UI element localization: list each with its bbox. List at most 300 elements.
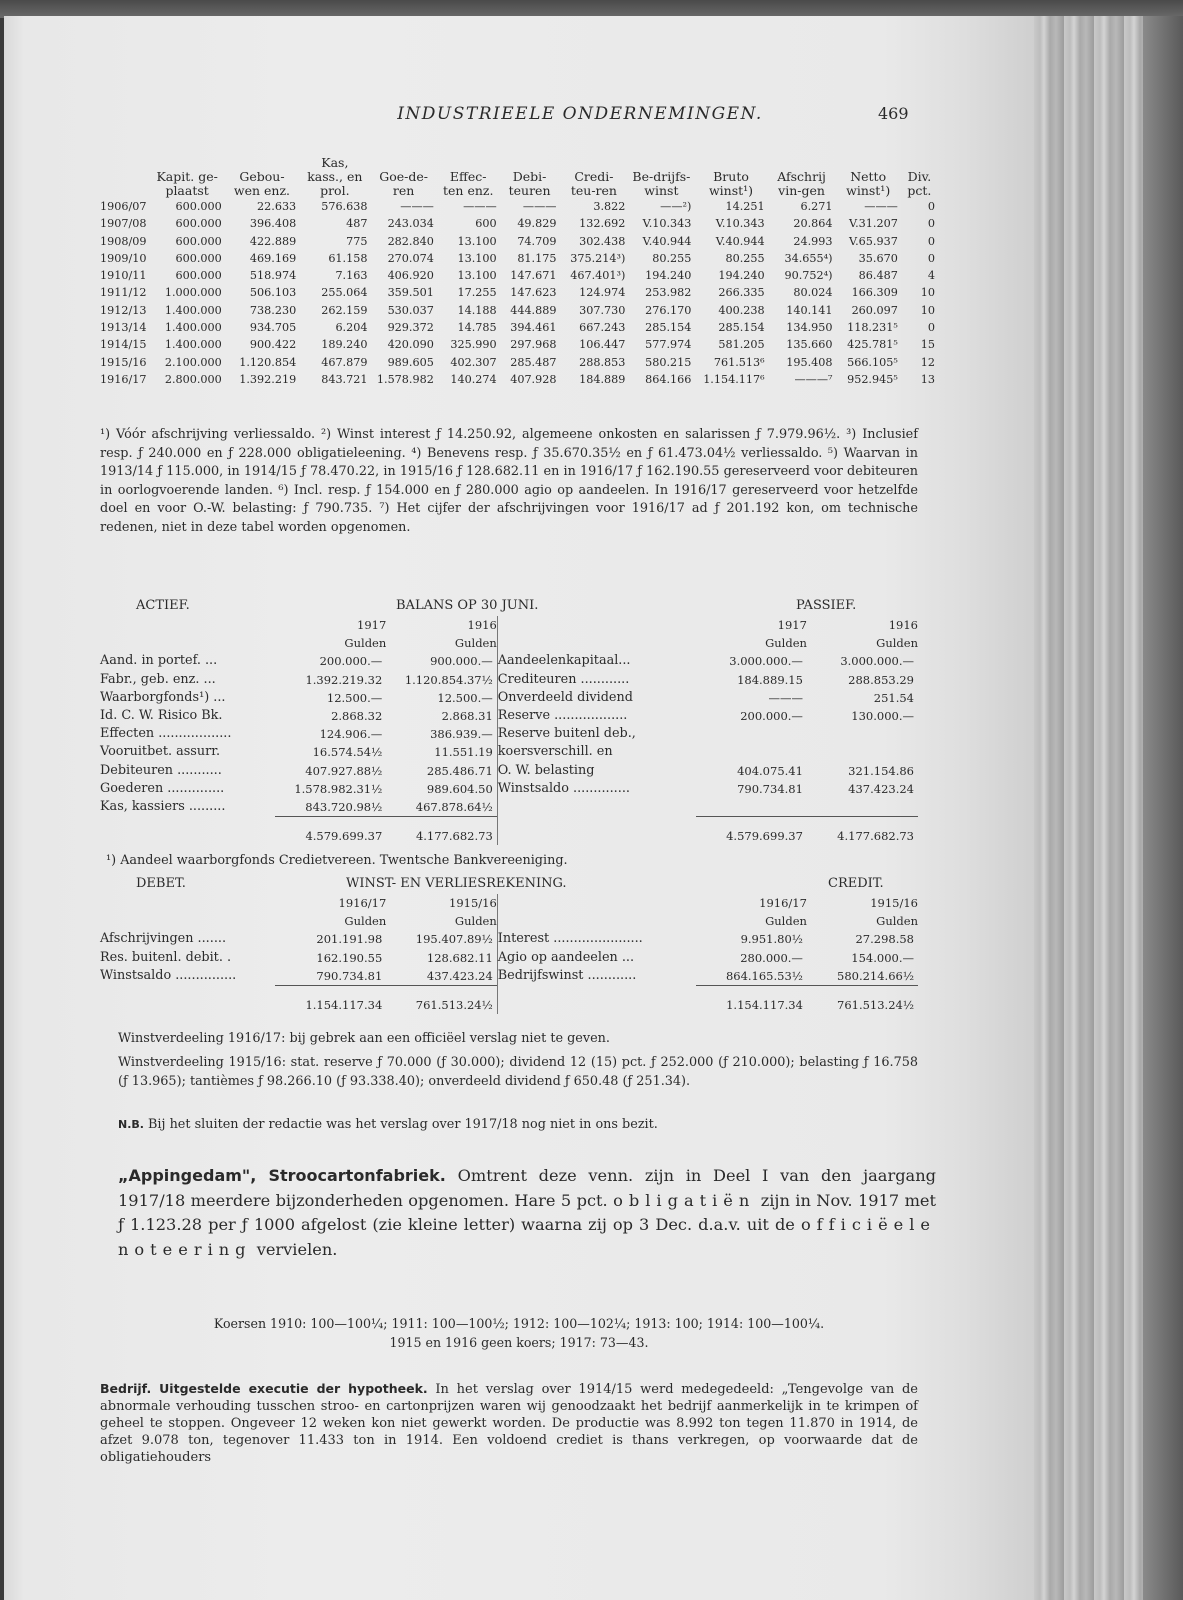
table-cell: 302.438 bbox=[579, 234, 626, 248]
table-row bbox=[100, 319, 938, 336]
table-cell: 194.240 bbox=[718, 269, 765, 283]
account-value: 790.734.81 bbox=[737, 781, 803, 796]
history-table-body bbox=[100, 198, 938, 388]
table-cell: ——²) bbox=[660, 200, 692, 213]
unit-row bbox=[100, 912, 918, 930]
account-value: 154.000.— bbox=[851, 950, 914, 965]
account-value: ——— bbox=[768, 690, 803, 705]
account-label: Winstsaldo .............. bbox=[497, 780, 696, 798]
table-cell: 1914/15 bbox=[100, 338, 147, 352]
table-cell: 307.730 bbox=[579, 303, 626, 317]
account-value: 1.578.982.31½ bbox=[294, 781, 383, 796]
year-label: 1915/16 bbox=[870, 896, 918, 910]
table-cell: ———⁷ bbox=[794, 372, 833, 386]
account-value: 27.298.58 bbox=[855, 932, 914, 947]
table-cell: 0 bbox=[927, 200, 935, 213]
total-value: 761.513.24½ bbox=[386, 986, 497, 1015]
table-cell: 934.705 bbox=[249, 321, 297, 335]
account-value: 3.000.000.— bbox=[729, 654, 803, 669]
table-cell: 566.105⁵ bbox=[847, 355, 898, 369]
table-cell: 13.100 bbox=[457, 234, 497, 248]
table-cell: 147.623 bbox=[510, 286, 557, 300]
total-value bbox=[497, 817, 696, 846]
page-number: 469 bbox=[878, 104, 909, 123]
table-cell: 420.090 bbox=[387, 338, 434, 352]
account-label: Res. buitenl. debit. . bbox=[100, 949, 232, 965]
column-header: Kapit. ge-plaatst bbox=[156, 169, 218, 198]
table-cell: 4 bbox=[927, 269, 935, 283]
table-cell: 402.307 bbox=[450, 355, 497, 369]
pl-debet-heading: DEBET. bbox=[136, 876, 186, 891]
table-cell: 14.188 bbox=[457, 303, 497, 317]
table-cell: 282.840 bbox=[387, 234, 434, 248]
winstverdeeling-1916-17: Winstverdeeling 1916/17: bij gebrek aan een officiëel verslag niet te geven. bbox=[118, 1031, 610, 1046]
koersen-block bbox=[100, 1314, 938, 1352]
account-label: Aand. in portef. ... bbox=[100, 653, 218, 669]
table-cell: 135.660 bbox=[786, 338, 833, 352]
table-cell: 13 bbox=[920, 372, 935, 386]
year-row bbox=[100, 616, 918, 634]
table-cell: 6.204 bbox=[335, 321, 368, 335]
account-value: 285.486.71 bbox=[426, 763, 493, 778]
table-cell: 577.974 bbox=[645, 338, 692, 352]
account-value: 2.868.31 bbox=[441, 709, 493, 724]
table-row bbox=[100, 354, 938, 371]
totals-row bbox=[100, 986, 918, 1015]
bedrijf-paragraph bbox=[100, 1380, 918, 1466]
account-value: 1.392.219.32 bbox=[305, 672, 383, 687]
bedrijf-title: Bedrijf. Uitgestelde executie der hypotheek. bbox=[100, 1381, 428, 1396]
table-cell: 253.982 bbox=[645, 286, 692, 300]
company-text-spaced: officiëele noteering bbox=[118, 1215, 937, 1259]
account-value: 407.927.88½ bbox=[305, 763, 383, 778]
column-header: Bruto winst¹) bbox=[708, 169, 754, 198]
account-value bbox=[696, 743, 807, 761]
table-cell: 600.000 bbox=[175, 234, 222, 248]
balance-actief-heading: ACTIEF. bbox=[136, 598, 190, 613]
table-cell: 7.163 bbox=[335, 269, 368, 283]
column-header: Credi-teu-ren bbox=[570, 169, 617, 198]
account-label bbox=[497, 798, 696, 817]
year-label: 1917 bbox=[357, 618, 387, 632]
account-value: 280.000.— bbox=[740, 950, 803, 965]
account-value: 437.423.24 bbox=[426, 968, 493, 983]
table-cell: 266.335 bbox=[718, 286, 765, 300]
company-entry-appingedam bbox=[118, 1164, 936, 1262]
table-cell: 469.169 bbox=[249, 251, 297, 265]
account-label: Kas, kassiers ......... bbox=[100, 799, 226, 815]
account-row bbox=[100, 652, 918, 670]
account-value: 9.951.80½ bbox=[740, 932, 803, 947]
totals-row bbox=[100, 817, 918, 846]
unit-label: Gulden bbox=[454, 636, 497, 651]
table-cell: 260.097 bbox=[851, 303, 898, 317]
account-value: 11.551.19 bbox=[434, 745, 493, 760]
account-row bbox=[100, 930, 918, 948]
table-cell: 3.822 bbox=[593, 200, 626, 213]
table-cell: 285.154 bbox=[645, 321, 692, 335]
year-label bbox=[497, 894, 696, 912]
table-cell: 1.400.000 bbox=[164, 321, 222, 335]
table-cell: 506.103 bbox=[249, 286, 297, 300]
balance-passief-heading: PASSIEF. bbox=[796, 598, 857, 613]
account-value: 843.720.98½ bbox=[305, 800, 383, 815]
column-header: Afschrij vin-gen bbox=[777, 169, 826, 198]
table-cell: 270.074 bbox=[387, 251, 434, 265]
account-value: 128.682.11 bbox=[426, 950, 493, 965]
table-row bbox=[100, 371, 938, 388]
table-cell: 952.945⁵ bbox=[847, 372, 898, 386]
table-cell: 900.422 bbox=[249, 338, 297, 352]
account-value: 200.000.— bbox=[319, 654, 383, 669]
account-value: 580.214.66½ bbox=[837, 968, 914, 983]
table-cell: 86.487 bbox=[858, 269, 898, 283]
table-cell: 600.000 bbox=[175, 200, 222, 213]
account-label: Agio op aandeelen ... bbox=[497, 949, 696, 967]
account-value: 1.120.854.37½ bbox=[404, 672, 493, 687]
profit-loss-table bbox=[100, 894, 918, 1014]
account-row bbox=[100, 949, 918, 967]
table-cell: 22.633 bbox=[257, 200, 297, 213]
table-row bbox=[100, 233, 938, 250]
unit-label: Gulden bbox=[765, 636, 807, 651]
account-row bbox=[100, 707, 918, 725]
unit-label bbox=[100, 912, 275, 930]
account-row bbox=[100, 798, 918, 817]
table-cell: V.40.944 bbox=[642, 234, 692, 248]
table-cell: ——— bbox=[463, 200, 497, 213]
table-cell: 738.230 bbox=[249, 303, 297, 317]
total-value: 1.154.117.34 bbox=[696, 986, 807, 1015]
table-cell: 80.024 bbox=[793, 286, 833, 300]
account-label: koersverschill. en bbox=[497, 743, 696, 761]
table-cell: 2.800.000 bbox=[164, 372, 222, 386]
year-label bbox=[100, 894, 275, 912]
account-label: Aandeelenkapitaal... bbox=[497, 652, 696, 670]
table-cell: 1.392.219 bbox=[239, 372, 297, 386]
table-cell: 422.889 bbox=[249, 234, 297, 248]
table-cell: V.31.207 bbox=[849, 217, 898, 231]
table-cell: 140.274 bbox=[450, 372, 497, 386]
account-value: 16.574.54½ bbox=[312, 745, 383, 760]
table-cell: 1916/17 bbox=[100, 372, 147, 386]
winstverdeeling-1915-16: Winstverdeeling 1915/16: stat. reserve ƒ 70.000 (ƒ 30.000); dividend 12 (15) pct. ƒ 252.000 (ƒ 210.000); belasting ƒ 16.758 (ƒ 13.965); tantièmes ƒ 98.266.10 (ƒ 93.338.40); onverdeeld dividend ƒ 650.48 (ƒ 251.34). bbox=[118, 1055, 918, 1089]
unit-label: Gulden bbox=[344, 636, 387, 651]
table-cell: ——— bbox=[400, 200, 434, 213]
table-cell: 400.238 bbox=[718, 303, 765, 317]
account-value: 162.190.55 bbox=[316, 950, 383, 965]
account-value bbox=[807, 743, 918, 761]
company-title: „Appingedam", Stroocartonfabriek. bbox=[118, 1166, 446, 1185]
total-value bbox=[100, 817, 275, 846]
table-cell: 276.170 bbox=[645, 303, 692, 317]
table-cell: V.10.343 bbox=[715, 217, 765, 231]
table-cell: 929.372 bbox=[387, 321, 434, 335]
table-cell: 444.889 bbox=[510, 303, 557, 317]
bedrijf-text: In het verslag over 1914/15 werd medegedeeld: „Tengevolge van de abnormale verhouding tusschen stroo- en cartonprijzen waren wij genoodzaakt het bedrijf aanmerkelijk in te krimpen of geheel te stoppen. Ongeveer 12 weken kon niet gewerkt worden. De productie was 8.992 ton tegen 11.870 in 1914, de afzet 9.078 ton, tegenover 11.433 ton in 1914. Een voldoend crediet is thans verkregen, op voorwaarde dat de obligatiehouders bbox=[100, 1382, 918, 1465]
account-row bbox=[100, 762, 918, 780]
column-header: Be-drijfs-winst bbox=[632, 169, 691, 198]
year-label: 1917 bbox=[777, 618, 807, 632]
account-label: Onverdeeld dividend bbox=[497, 689, 696, 707]
unit-label: Gulden bbox=[876, 914, 918, 929]
column-header: Effec-ten enz. bbox=[443, 169, 494, 198]
column-header: Debi-teuren bbox=[508, 169, 551, 198]
account-row bbox=[100, 671, 918, 689]
account-value: 12.500.— bbox=[437, 690, 493, 705]
table-cell: 243.034 bbox=[387, 217, 434, 231]
balance-footnote: ¹) Aandeel waarborgfonds Credietvereen. Twentsche Bankvereeniging. bbox=[106, 853, 568, 868]
table-row bbox=[100, 267, 938, 284]
table-cell: 0 bbox=[927, 321, 935, 335]
table-cell: 14.251 bbox=[725, 200, 765, 213]
account-value: 3.000.000.— bbox=[840, 654, 914, 669]
table-cell: ——— bbox=[522, 200, 557, 213]
account-label: Afschrijvingen ....... bbox=[100, 931, 227, 947]
company-text: vervielen. bbox=[256, 1239, 338, 1259]
account-value bbox=[807, 798, 918, 817]
table-cell: 297.968 bbox=[510, 338, 557, 352]
table-row bbox=[100, 302, 938, 319]
table-cell: 600.000 bbox=[175, 251, 222, 265]
table-cell: 600 bbox=[475, 217, 497, 231]
table-cell: 467.401³) bbox=[570, 269, 626, 283]
pl-title: WINST- EN VERLIESREKENING. bbox=[346, 876, 567, 891]
column-header: Div. pct. bbox=[907, 169, 932, 198]
table-cell: 195.408 bbox=[786, 355, 833, 369]
unit-label: Gulden bbox=[876, 636, 918, 651]
total-value: 4.177.682.73 bbox=[386, 817, 497, 846]
table-cell: 989.605 bbox=[387, 355, 434, 369]
table-cell: 1913/14 bbox=[100, 321, 147, 335]
account-value: 288.853.29 bbox=[848, 672, 914, 687]
account-value: 12.500.— bbox=[326, 690, 383, 705]
account-value: 321.154.86 bbox=[848, 763, 914, 778]
account-value: 404.075.41 bbox=[737, 763, 803, 778]
table-cell: 530.037 bbox=[387, 303, 434, 317]
table-cell: 667.243 bbox=[579, 321, 626, 335]
table-cell: 775 bbox=[346, 234, 368, 248]
table-cell: V.65.937 bbox=[849, 234, 898, 248]
table-cell: 255.064 bbox=[321, 286, 368, 300]
table-cell: 1.578.982 bbox=[376, 372, 434, 386]
table-cell: 80.255 bbox=[652, 251, 692, 265]
account-value: 195.407.89½ bbox=[415, 932, 493, 947]
account-value: 900.000.— bbox=[430, 654, 493, 669]
table-cell: 1911/12 bbox=[100, 286, 147, 300]
table-cell: 10 bbox=[920, 286, 935, 300]
koersen-line-2: 1915 en 1916 geen koers; 1917: 73—43. bbox=[389, 1335, 649, 1350]
account-value: 124.906.— bbox=[319, 727, 383, 742]
table-cell: 189.240 bbox=[321, 338, 368, 352]
nb-note bbox=[118, 1116, 918, 1135]
unit-label bbox=[497, 912, 696, 930]
book-binding-edge bbox=[1034, 16, 1183, 1600]
account-value: 200.000.— bbox=[740, 709, 803, 724]
unit-label bbox=[100, 634, 275, 652]
account-value: 2.868.32 bbox=[331, 709, 383, 724]
account-value: 437.423.24 bbox=[848, 781, 914, 796]
year-label: 1916/17 bbox=[338, 896, 387, 910]
account-label: Waarborgfonds¹) ... bbox=[100, 689, 226, 705]
table-cell: ——— bbox=[864, 200, 898, 213]
table-cell: 34.655⁴) bbox=[784, 251, 833, 265]
year-label: 1916/17 bbox=[759, 896, 807, 910]
table-cell: 80.255 bbox=[725, 251, 765, 265]
table-row bbox=[100, 336, 938, 353]
nb-text: Bij het sluiten der redactie was het verslag over 1917/18 nog niet in ons bezit. bbox=[148, 1117, 658, 1132]
total-value bbox=[497, 986, 696, 1015]
unit-label: Gulden bbox=[765, 914, 807, 929]
table-cell: 15 bbox=[920, 338, 935, 352]
koersen-line-1: Koersen 1910: 100—100¼; 1911: 100—100½; 1912: 100—102¼; 1913: 100; 1914: 100—100¼. bbox=[213, 1316, 825, 1331]
table-cell: 194.240 bbox=[645, 269, 692, 283]
account-label: Crediteuren ............ bbox=[497, 671, 696, 689]
table-cell: 6.271 bbox=[800, 200, 833, 213]
table-cell: 118.231⁵ bbox=[847, 321, 898, 335]
account-value: 201.191.98 bbox=[316, 932, 383, 947]
balance-sheet-table bbox=[100, 616, 918, 845]
company-text-spaced: obligatiën bbox=[613, 1190, 756, 1210]
table-cell: 467.879 bbox=[321, 355, 368, 369]
table-cell: 124.974 bbox=[579, 286, 626, 300]
year-row bbox=[100, 894, 918, 912]
account-row bbox=[100, 725, 918, 743]
table-cell: 394.461 bbox=[510, 321, 557, 335]
account-value: 467.878.64½ bbox=[415, 800, 493, 815]
total-value: 1.154.117.34 bbox=[275, 986, 386, 1015]
table-cell: 184.889 bbox=[579, 372, 626, 386]
table-cell: 1908/09 bbox=[100, 234, 147, 248]
table-cell: 140.141 bbox=[786, 303, 833, 317]
account-label: Debiteuren ........... bbox=[100, 762, 222, 778]
year-label: 1916 bbox=[467, 618, 497, 632]
column-header: Kas, kass., en prol. bbox=[307, 155, 363, 198]
table-cell: 0 bbox=[927, 217, 935, 231]
total-value: 4.579.699.37 bbox=[696, 817, 807, 846]
account-row bbox=[100, 967, 918, 986]
table-cell: 1912/13 bbox=[100, 303, 147, 317]
account-value: 130.000.— bbox=[851, 709, 914, 724]
table-cell: 12 bbox=[920, 355, 935, 369]
table-cell: 1.120.854 bbox=[239, 355, 297, 369]
year-label: 1916 bbox=[888, 618, 918, 632]
account-value bbox=[696, 798, 807, 817]
column-header: Netto winst¹) bbox=[846, 169, 891, 198]
table-cell: 132.692 bbox=[579, 217, 626, 231]
table-row bbox=[100, 198, 938, 215]
account-value: 989.604.50 bbox=[426, 781, 493, 796]
account-row bbox=[100, 689, 918, 707]
company-text: Omtrent deze venn. zijn in Deel I van den jaargang 1917/18 meerdere bijzonderheden opgenomen. Hare 5 pct. bbox=[118, 1166, 936, 1210]
table-cell: 17.255 bbox=[457, 286, 497, 300]
table-cell: 288.853 bbox=[579, 355, 626, 369]
table-cell: 61.158 bbox=[328, 251, 368, 265]
table-cell: 2.100.000 bbox=[164, 355, 222, 369]
account-label: Id. C. W. Risico Bk. bbox=[100, 708, 223, 724]
table-cell: 35.670 bbox=[858, 251, 898, 265]
table-cell: 864.166 bbox=[645, 372, 692, 386]
account-row bbox=[100, 743, 918, 761]
history-table bbox=[100, 156, 938, 388]
unit-label: Gulden bbox=[454, 914, 497, 929]
running-head: INDUSTRIEELE ONDERNEMINGEN. bbox=[397, 104, 763, 124]
account-label: O. W. belasting bbox=[497, 762, 696, 780]
history-table-header bbox=[100, 156, 938, 198]
table-cell: 49.829 bbox=[517, 217, 557, 231]
table-cell: 13.100 bbox=[457, 251, 497, 265]
account-label: Reserve .................. bbox=[497, 707, 696, 725]
table-cell: 581.205 bbox=[718, 338, 765, 352]
table-cell: 375.214³) bbox=[570, 251, 626, 265]
table-cell: 761.513⁶ bbox=[713, 355, 765, 369]
table-cell: 1.400.000 bbox=[164, 338, 222, 352]
table-cell: V.40.944 bbox=[715, 234, 765, 248]
account-value: 864.165.53½ bbox=[725, 968, 803, 983]
year-label: 1915/16 bbox=[449, 896, 497, 910]
table-cell: 20.864 bbox=[793, 217, 833, 231]
account-value: 184.889.15 bbox=[737, 672, 803, 687]
table-cell: 600.000 bbox=[175, 269, 222, 283]
nb-label: N.B. bbox=[118, 1118, 144, 1131]
company-text: zijn in Nov. 1917 met ƒ 1.123.28 per ƒ 1000 afgelost (zie kleine letter) waarna zij op 3 Dec. d.a.v. uit de bbox=[118, 1190, 937, 1234]
table-cell: 359.501 bbox=[387, 286, 434, 300]
table-footnotes: ¹) Vóór afschrijving verliessaldo. ²) Winst interest ƒ 14.250.92, algemeene onkosten en salarissen ƒ 7.979.96½. ³) Inclusief resp. ƒ 240.000 en ƒ 228.000 obligatieleening. ⁴) Benevens resp. ƒ 35.670.35½ en ƒ 61.473.04½ verliessaldo. ⁵) Waarvan in 1913/14 ƒ 115.000, in 1914/15 ƒ 78.470.22, in 1915/16 ƒ 128.682.11 en in 1916/17 ƒ 162.190.55 gereserveerd voor debiteuren in oorlogvoerende landen. ⁶) Incl. resp. ƒ 154.000 en ƒ 280.000 agio op aandeelen. In 1916/17 gereserveerd voor hetzelfde doel en voor O.-W. belasting: ƒ 790.735. ⁷) Het cijfer der afschrijvingen voor 1916/17 ad ƒ 201.192 kon, om technische redenen, niet in deze tabel worden opgenomen. bbox=[100, 427, 918, 535]
total-value: 761.513.24½ bbox=[807, 986, 918, 1015]
year-label bbox=[497, 616, 696, 634]
table-cell: 1907/08 bbox=[100, 217, 147, 231]
table-cell: 285.154 bbox=[718, 321, 765, 335]
account-value bbox=[696, 725, 807, 743]
account-label: Bedrijfswinst ............ bbox=[497, 967, 696, 986]
account-label: Interest ...................... bbox=[497, 930, 696, 948]
table-cell: 396.408 bbox=[249, 217, 297, 231]
table-cell: 24.993 bbox=[793, 234, 833, 248]
account-label: Fabr., geb. enz. ... bbox=[100, 671, 216, 687]
table-cell: 106.447 bbox=[579, 338, 626, 352]
table-cell: 90.752⁴) bbox=[784, 269, 833, 283]
table-cell: 262.159 bbox=[321, 303, 368, 317]
table-cell: 580.215 bbox=[645, 355, 692, 369]
unit-label bbox=[497, 634, 696, 652]
account-value: 790.734.81 bbox=[316, 968, 383, 983]
table-cell: 1906/07 bbox=[100, 200, 147, 213]
table-cell: 576.638 bbox=[321, 200, 368, 213]
account-value: 251.54 bbox=[873, 690, 914, 705]
table-cell: 134.950 bbox=[786, 321, 833, 335]
account-value bbox=[807, 725, 918, 743]
table-cell: 166.309 bbox=[851, 286, 898, 300]
table-cell: 1.400.000 bbox=[164, 303, 222, 317]
account-label: Goederen .............. bbox=[100, 780, 225, 796]
table-row bbox=[100, 250, 938, 267]
table-cell: 0 bbox=[927, 251, 935, 265]
table-cell: 1.154.117⁶ bbox=[703, 372, 765, 386]
total-value: 4.579.699.37 bbox=[275, 817, 386, 846]
table-cell: 285.487 bbox=[510, 355, 557, 369]
table-cell: 0 bbox=[927, 234, 935, 248]
column-header: Goe-de-ren bbox=[379, 169, 429, 198]
table-cell: 1909/10 bbox=[100, 251, 147, 265]
table-cell: 843.721 bbox=[321, 372, 368, 386]
account-value: 386.939.— bbox=[430, 727, 493, 742]
account-label: Vooruitbet. assurr. bbox=[100, 744, 221, 760]
table-cell: 147.671 bbox=[510, 269, 557, 283]
account-label: Winstsaldo ............... bbox=[100, 968, 237, 984]
account-label: Effecten .................. bbox=[100, 726, 232, 742]
table-row bbox=[100, 215, 938, 232]
year-label bbox=[100, 616, 275, 634]
